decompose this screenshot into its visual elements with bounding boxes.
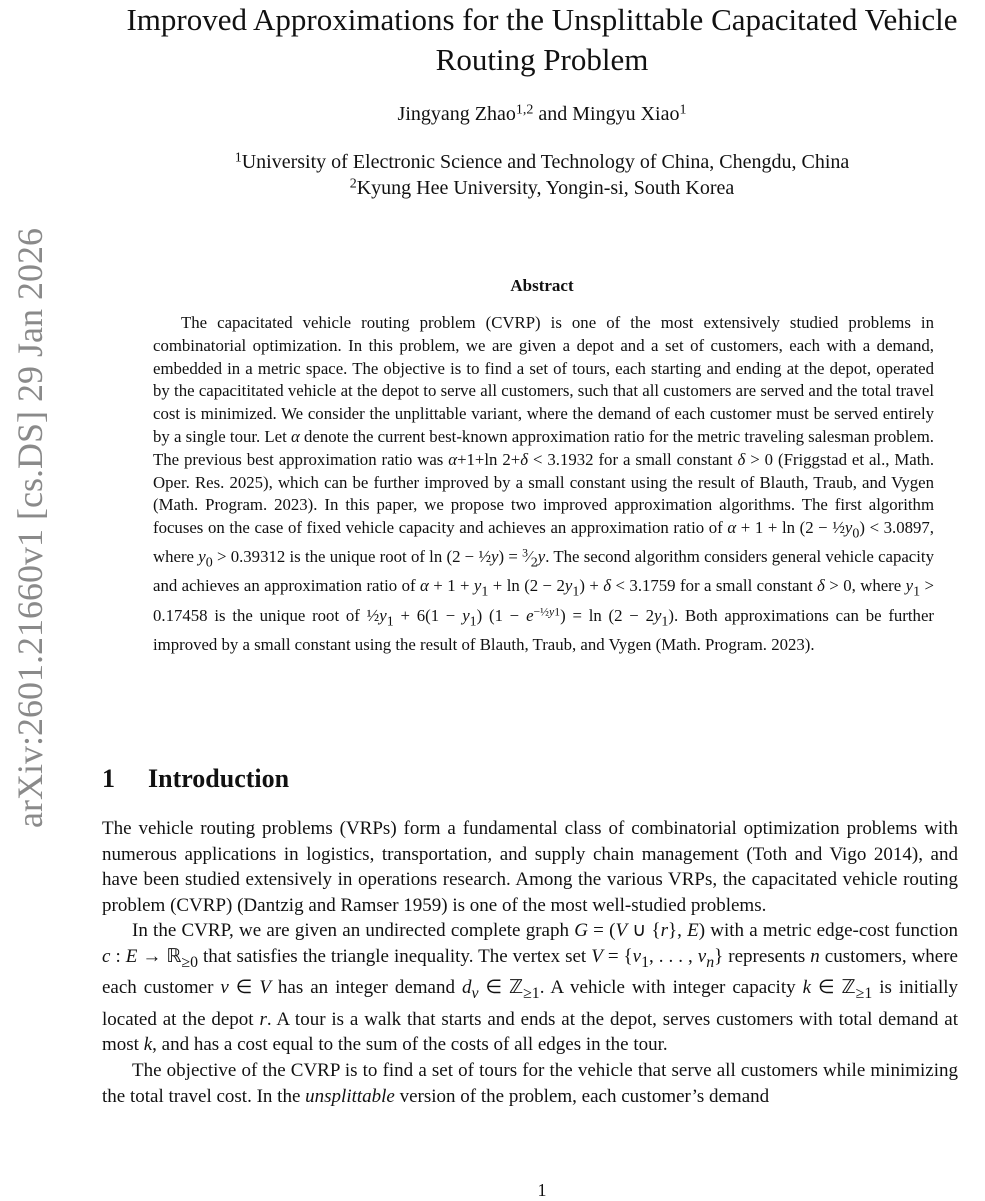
introduction-body (102, 816, 958, 1109)
section-heading (102, 764, 702, 794)
section-number: 1 (102, 764, 115, 793)
affiliation-mark: 2 (349, 176, 357, 192)
author-affiliation-mark: 1 (679, 102, 687, 118)
paragraph: The vehicle routing problems (VRPs) form a fundamental class of combinatorial optimization problems with numerous applications in logistics, transportation, and supply chain management (Toth and Vigo 2014), and have been studied extensively in operations research. Among the various VRPs, the capacitated vehicle routing problem (CVRP) (Dantzig and Ramser 1959) is one of the most well-studied problems. (102, 818, 958, 916)
paragraph: In the CVRP, we are given an undirected complete graph G = (V ∪ {r}, E) with a metric edge-cost function c : E → ℝ$_{\ge 0}$ that satisfies the triangle inequality. The vertex set $V = \{v_1$, . . . , $v_n$} represents n customers, where each customer v ∈ V has an integer demand $d_v$ ∈ ℤ$_{\ge 1}$. A vehicle with integer capacity k ∈ ℤ$_{\ge 1}$ is initially located at the depot r. A tour is a walk that starts and ends at the depot, serves customers with total demand at most k, and has a cost equal to the sum of the costs of all edges in the tour. (102, 920, 959, 1056)
title-line-1: Improved Approximations for the Unsplittable Capacitated Vehicle (126, 2, 958, 37)
page-number: 1 (537, 1180, 547, 1200)
abstract-body: The capacitated vehicle routing problem (CVRP) is one of the most extensively studied problems in combinatorial optimization. In this problem, we are given a depot and a set of customers, each with a demand, embedded in a metric space. The objective is to find a set of tours, each starting and ending at the depot, operated by the capacititated vehicle at the depot to serve all customers, such that all customers are served and the total travel cost is minimized. We consider the unplittable variant, where the demand of each customer must be served entirely by a single tour. Let α denote the current best-known approximation ratio for the metric traveling salesman problem. The previous best approximation ratio was α+1+ln 2+δ < 3.1932 for a small constant δ > 0 (Friggstad et al., Math. Oper. Res. 2025), which can be further improved by a small constant using the result of Blauth, Traub, and Vygen (Math. Program. 2023). In this paper, we propose two improved approximation algorithms. The first algorithm focuses on the case of fixed vehicle capacity and achieves an approximation ratio of $\alpha + 1 + \ln (2 - \frac{1}{2}y_0) < 3.0897$, where $y_0 > 0.39312$ is the unique root of ln (2 − ½y) = $^3⁄_2y$. The second algorithm considers general vehicle capacity and achieves an approximation ratio of $\alpha + 1 + y_1 + \ln (2 - 2y_1) + \delta < 3.1759$ for a small constant δ > 0, where $y_1 > 0.17458$ is the unique root of $\frac{1}{2}y_1 + 6(1 - y_1) (1 - e^{-\frac{1}{2}y1}) = \ln (2 - 2y_1)$. Both approximations can be further improved by a small constant using the result of Blauth, Traub, and Vygen (Math. Program. 2023). (153, 313, 935, 654)
author-affiliation-mark: 1,2 (515, 102, 534, 118)
abstract-heading: Abstract (510, 276, 574, 295)
affiliation-text: Kyung Hee University, Yongin-si, South Korea (356, 177, 735, 199)
author-list (100, 103, 984, 126)
affiliation-1 (100, 151, 984, 174)
affiliation-mark: 1 (234, 150, 242, 166)
author-name: Jingyang Zhao (397, 103, 516, 125)
title-line-2: Routing Problem (435, 42, 649, 77)
affiliation-2 (100, 177, 984, 200)
author-conjunction: and (538, 103, 568, 125)
paper-title (100, 0, 984, 80)
paragraph: The objective of the CVRP is to find a set of tours for the vehicle that serve all customers while minimizing the total travel cost. In the unsplittable version of the problem, each customer’s demand (102, 1059, 958, 1107)
affiliation-text: University of Electronic Science and Technology of China, Chengdu, China (241, 151, 850, 173)
author-name: Mingyu Xiao (572, 103, 680, 125)
arxiv-identifier: arXiv:2601.21660v1 [cs.DS] 29 Jan 2026 (10, 228, 50, 828)
section-title: Introduction (148, 764, 290, 793)
